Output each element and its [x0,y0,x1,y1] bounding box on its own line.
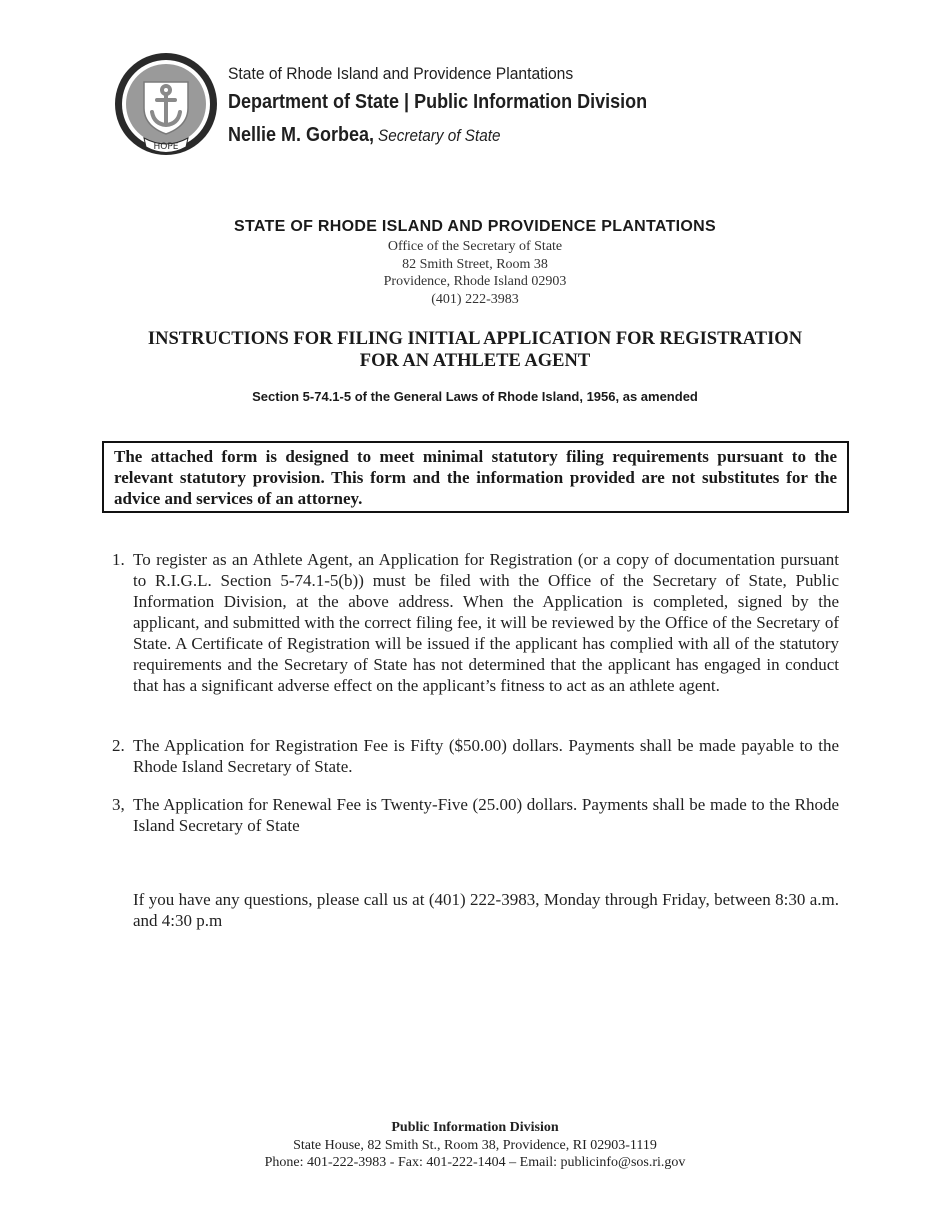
list-item-text: To register as an Athlete Agent, an Application for Registration (or a copy of documentation pursuant to R.I.G.L. Section 5-74.1-5(b)) must be filed with the Office of the Secretary of State, Public Information Division, at the above address. When the Application is completed, signed by the applicant, and submitted with the correct filing fee, it will be reviewed by the Office of the Secretary of State. A Certificate of Registration will be issued if the applicant has complied with all of the statutory requirements and the Secretary of State has not determined that the applicant has engaged in conduct that has a significant adverse effect on the applicant’s fitness to act as an athlete agent. [133,550,839,695]
office-name: Office of the Secretary of State [387,239,563,254]
document-title-line2: FOR AN ATHLETE AGENT [359,351,591,371]
state-heading: STATE OF RHODE ISLAND AND PROVIDENCE PLANTATIONS [234,218,716,235]
section-reference: Section 5-74.1-5 of the General Laws of Rhode Island, 1956, as amended [252,389,698,404]
list-item [112,735,839,777]
secretary-name: Nellie M. Gorbea, [228,124,375,146]
state-seal-logo [114,52,218,156]
notice-box: The attached form is designed to meet minimal statutory filing requirements pursuant to the relevant statutory provision. This form and the information provided are not substitutes for the advice and services of an attorney. [102,441,849,513]
list-item-number: 3, [112,795,125,814]
office-phone: (401) 222-3983 [431,291,519,307]
list-item-number: 2. [112,736,125,755]
office-address [0,238,950,308]
document-title [0,328,950,372]
list-item-text: The Application for Renewal Fee is Twenty-Five (25.00) dollars. Payments shall be made to the Rhode Island Secretary of State [133,795,839,835]
office-city: Providence, Rhode Island 02903 [383,274,567,289]
list-item [112,549,839,696]
letterhead-state: State of Rhode Island and Providence Plantations [228,64,574,83]
footer [0,1119,950,1172]
secretary-title: Secretary of State [378,126,501,145]
contact-note: If you have any questions, please call us at (401) 222-3983, Monday through Friday, between 8:30 a.m. and 4:30 p.m [133,890,839,930]
list-item [112,794,839,836]
office-street: 82 Smith Street, Room 38 [402,256,548,272]
footer-address: State House, 82 Smith St., Room 38, Providence, RI 02903-1119 [293,1137,657,1153]
footer-title: Public Information Division [391,1120,559,1135]
letterhead-secretary [228,122,647,150]
letterhead-department: Department of State | Public Information Division [228,91,648,113]
letterhead [228,63,694,150]
document-title-line1: INSTRUCTIONS FOR FILING INITIAL APPLICATION FOR REGISTRATION [147,329,803,349]
footer-contact: Phone: 401-222-3983 - Fax: 401-222-1404 – Email: publicinfo@sos.ri.gov [264,1155,686,1170]
list-item-number: 1. [112,550,125,569]
list-item-text: The Application for Registration Fee is Fifty ($50.00) dollars. Payments shall be made payable to the Rhode Island Secretary of State. [133,736,839,776]
seal-motto: HOPE [153,142,179,152]
